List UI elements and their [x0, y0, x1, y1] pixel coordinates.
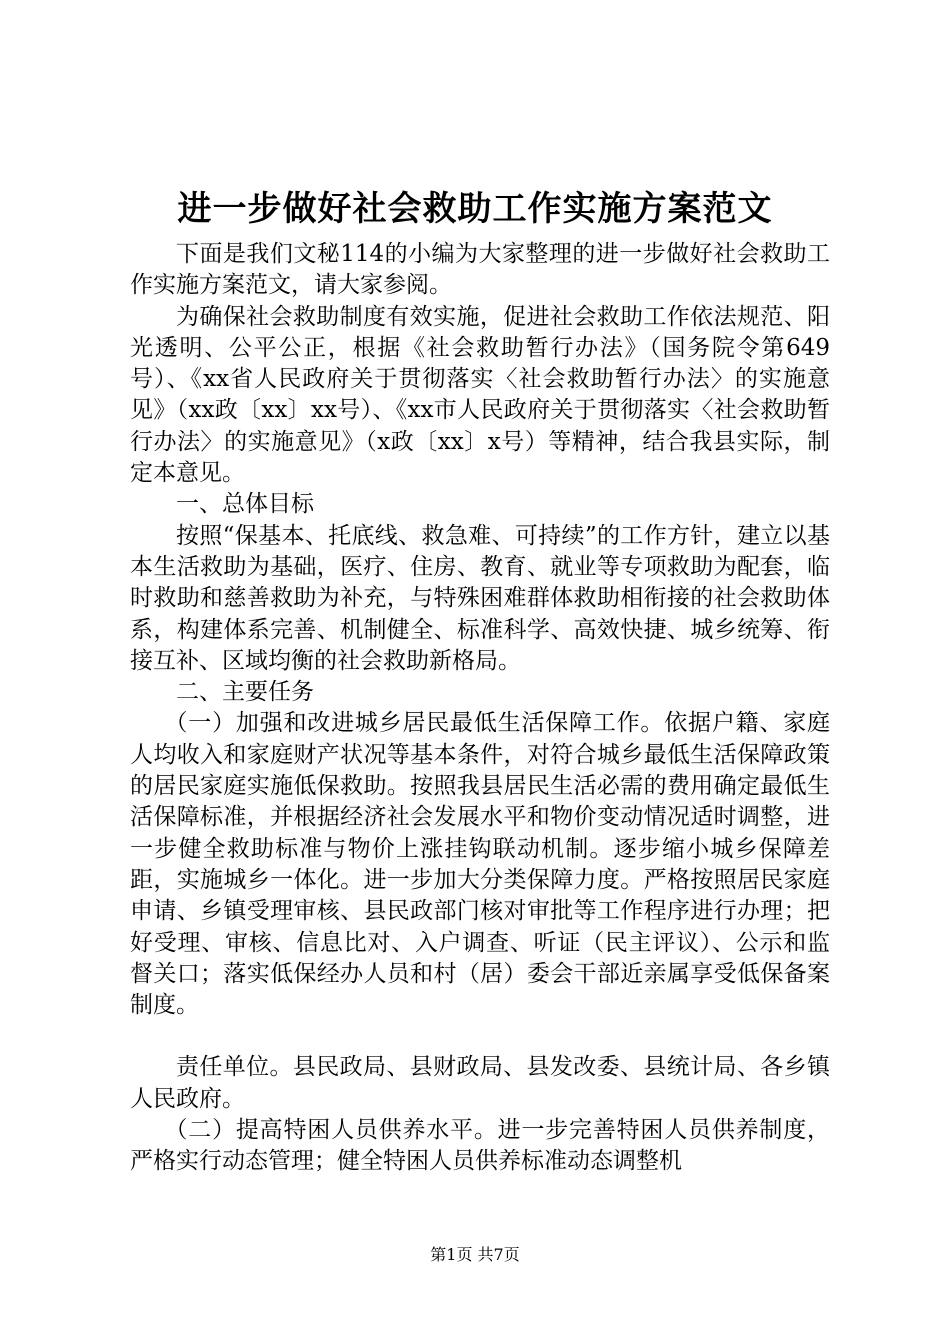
paragraph-spacer — [130, 1021, 830, 1052]
purpose-paragraph: 为确保社会救助制度有效实施，促进社会救助工作依法规范、阳光透明、公平公正，根据《社会救助暂行办法》（国务院令第649号）、《xx省人民政府关于贯彻落实〈社会救助暂行办法〉的实施意见》（xx政〔xx〕xx号）、《xx市人民政府关于贯彻落实〈社会救助暂行办法〉的实施意见》（x政〔xx〕x号）等精神，结合我县实际，制定本意见。 — [130, 303, 830, 487]
document-title: 进一步做好社会救助工作实施方案范文 — [177, 189, 773, 229]
task-2-paragraph: （二）提高特困人员供养水平。进一步完善特困人员供养制度，严格实行动态管理；健全特困人员供养标准动态调整机 — [130, 1117, 830, 1175]
task-1-paragraph: （一）加强和改进城乡居民最低生活保障工作。依据户籍、家庭人均收入和家庭财产状况等基本条件，对符合城乡最低生活保障政策的居民家庭实施低保救助。按照我县居民生活必需的费用确定最低生活保障标准，并根据经济社会发展水平和物价变动情况适时调整，进一步健全救助标准与物价上涨挂钩联动机制。逐步缩小城乡保障差距，实施城乡一体化。进一步加大分类保障力度。严格按照居民家庭申请、乡镇受理审核、县民政部门核对审批等工作程序进行办理；把好受理、审核、信息比对、入户调查、听证（民主评议）、公示和监督关口；落实低保经办人员和村（居）委会干部近亲属享受低保备案制度。 — [130, 710, 830, 1019]
section-heading-tasks: 二、主要任务 — [176, 679, 314, 706]
goals-paragraph: 按照“保基本、托底线、救急难、可持续”的工作方针，建立以基本生活救助为基础，医疗、住房、教育、就业等专项救助为配套，临时救助和慈善救助为补充，与特殊困难群体救助相衔接的社会救助体系，构建体系完善、机制健全、标准科学、高效快捷、城乡统筹、衔接互补、区域均衡的社会救助新格局。 — [130, 522, 830, 674]
intro-paragraph: 下面是我们文秘114的小编为大家整理的进一步做好社会救助工作实施方案范文，请大家参阅。 — [130, 241, 830, 299]
section-heading-goals: 一、总体目标 — [176, 491, 314, 518]
document-body — [130, 239, 830, 1178]
page-footer: 第1页 共7页 — [430, 1245, 520, 1264]
responsible-units-paragraph: 责任单位。县民政局、县财政局、县发改委、县统计局、各乡镇人民政府。 — [130, 1054, 830, 1112]
